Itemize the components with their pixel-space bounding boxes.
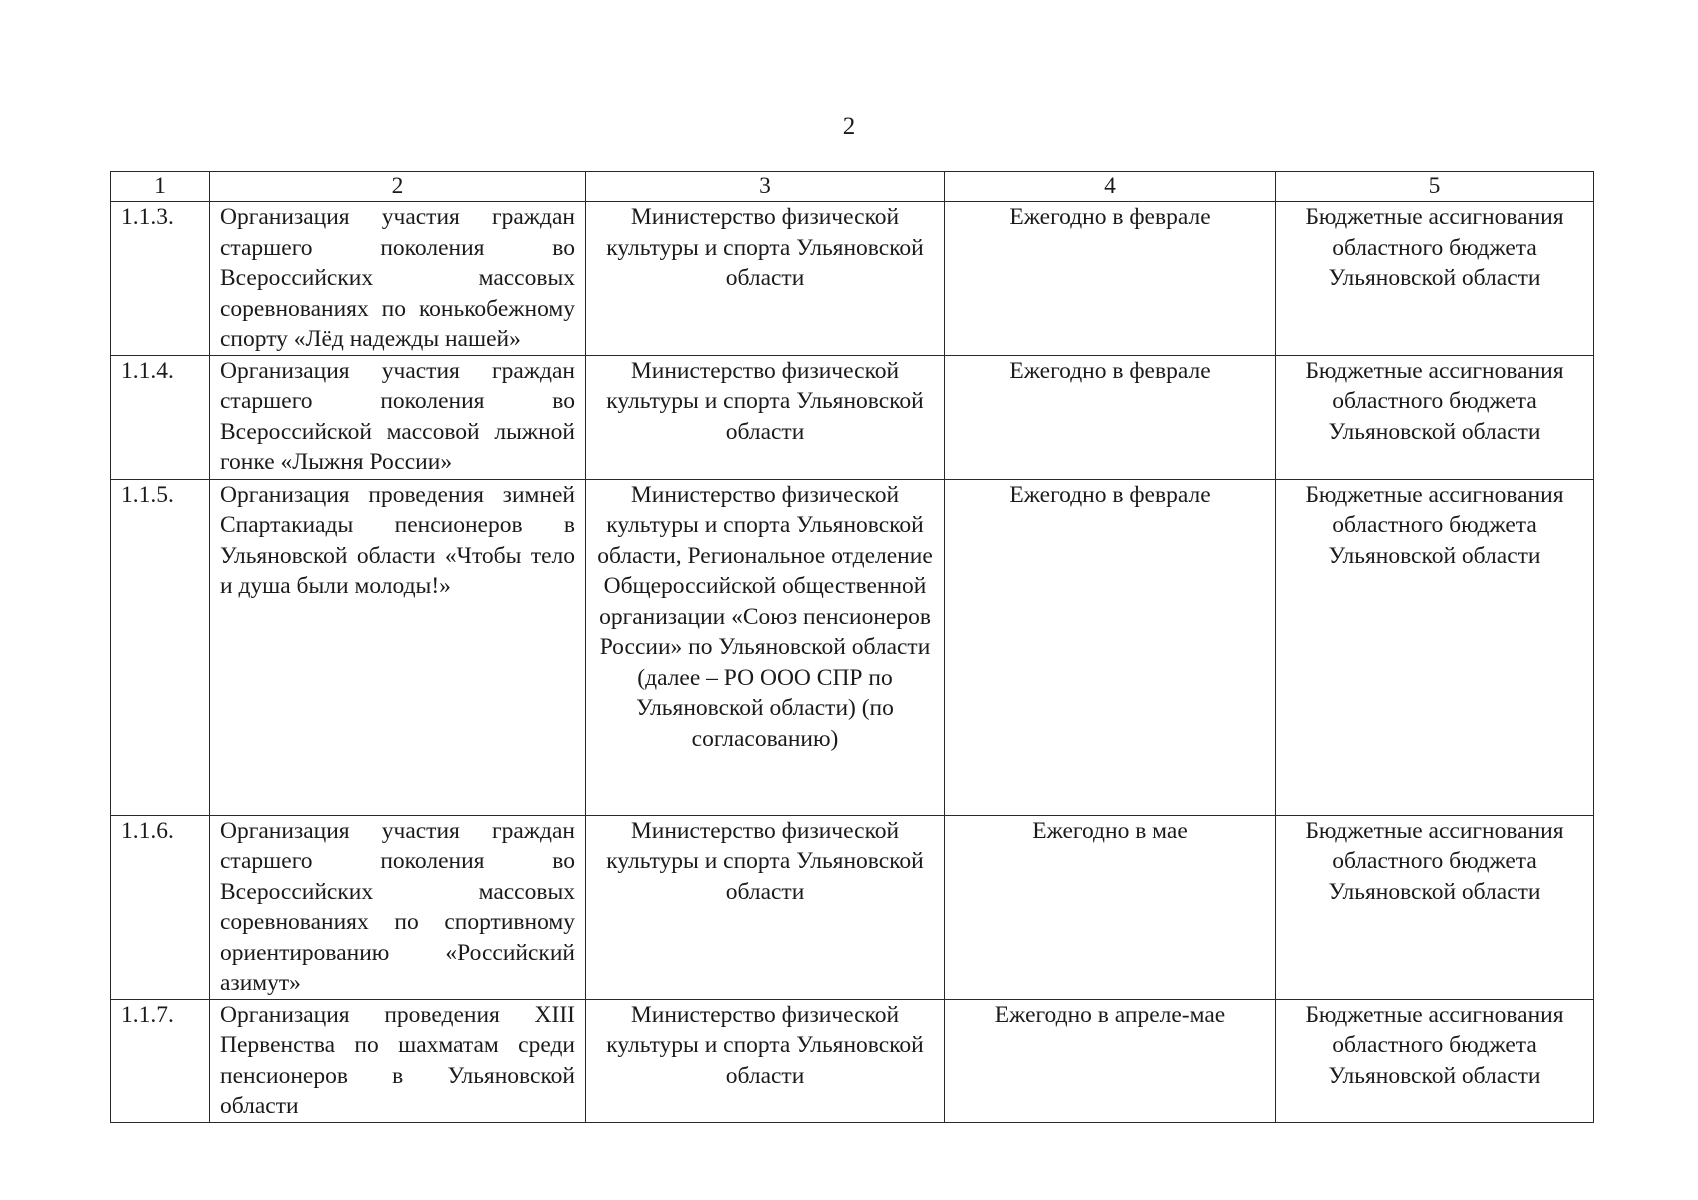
column-header-1: 1 — [111, 172, 210, 202]
column-header-5: 5 — [1276, 172, 1594, 202]
executor: Министерство физической культуры и спорта Ульяновской области — [586, 815, 945, 999]
column-header-3: 3 — [586, 172, 945, 202]
row-number: 1.1.7. — [111, 999, 210, 1122]
executor: Министерство физической культуры и спорта Ульяновской области — [586, 999, 945, 1122]
row-number: 1.1.3. — [111, 202, 210, 356]
executor: Министерство физической культуры и спорта Ульяновской области, Региональное отделение Общероссийской общественной организации «Союз пенсионеров России» по Ульяновской области (далее – РО ООО СПР по Ульяновской области) (по согласованию) — [586, 479, 945, 815]
term: Ежегодно в феврале — [945, 355, 1276, 479]
funding-source: Бюджетные ассигнования областного бюджета Ульяновской области — [1276, 479, 1594, 815]
event-name: Организация участия граждан старшего поколения во Всероссийских массовых соревнованиях по конькобежному спорту «Лёд надежды нашей» — [210, 202, 586, 356]
row-number: 1.1.6. — [111, 815, 210, 999]
event-name: Организация участия граждан старшего поколения во Всероссийских массовых соревнованиях по спортивному ориентированию «Российский азимут» — [210, 815, 586, 999]
term: Ежегодно в феврале — [945, 479, 1276, 815]
column-header-2: 2 — [210, 172, 586, 202]
term: Ежегодно в феврале — [945, 202, 1276, 356]
term: Ежегодно в апреле-мае — [945, 999, 1276, 1122]
funding-source: Бюджетные ассигнования областного бюджета Ульяновской области — [1276, 999, 1594, 1122]
event-name: Организация проведения зимней Спартакиады пенсионеров в Ульяновской области «Чтобы тело и душа были молоды!» — [210, 479, 586, 815]
table-row — [111, 355, 1594, 479]
table-header-row — [111, 172, 1594, 202]
event-name: Организация участия граждан старшего поколения во Всероссийской массовой лыжной гонке «Лыжня России» — [210, 355, 586, 479]
term: Ежегодно в мае — [945, 815, 1276, 999]
table-row — [111, 999, 1594, 1122]
page-number: 2 — [842, 113, 856, 140]
funding-source: Бюджетные ассигнования областного бюджета Ульяновской области — [1276, 815, 1594, 999]
funding-source: Бюджетные ассигнования областного бюджета Ульяновской области — [1276, 355, 1594, 479]
table-row — [111, 479, 1594, 815]
funding-source: Бюджетные ассигнования областного бюджета Ульяновской области — [1276, 202, 1594, 356]
executor: Министерство физической культуры и спорта Ульяновской области — [586, 355, 945, 479]
executor: Министерство физической культуры и спорта Ульяновской области — [586, 202, 945, 356]
plan-table — [110, 171, 1594, 1123]
event-name: Организация проведения XIII Первенства по шахматам среди пенсионеров в Ульяновской области — [210, 999, 586, 1122]
column-header-4: 4 — [945, 172, 1276, 202]
row-number: 1.1.4. — [111, 355, 210, 479]
table-row — [111, 815, 1594, 999]
row-number: 1.1.5. — [111, 479, 210, 815]
table-row — [111, 202, 1594, 356]
